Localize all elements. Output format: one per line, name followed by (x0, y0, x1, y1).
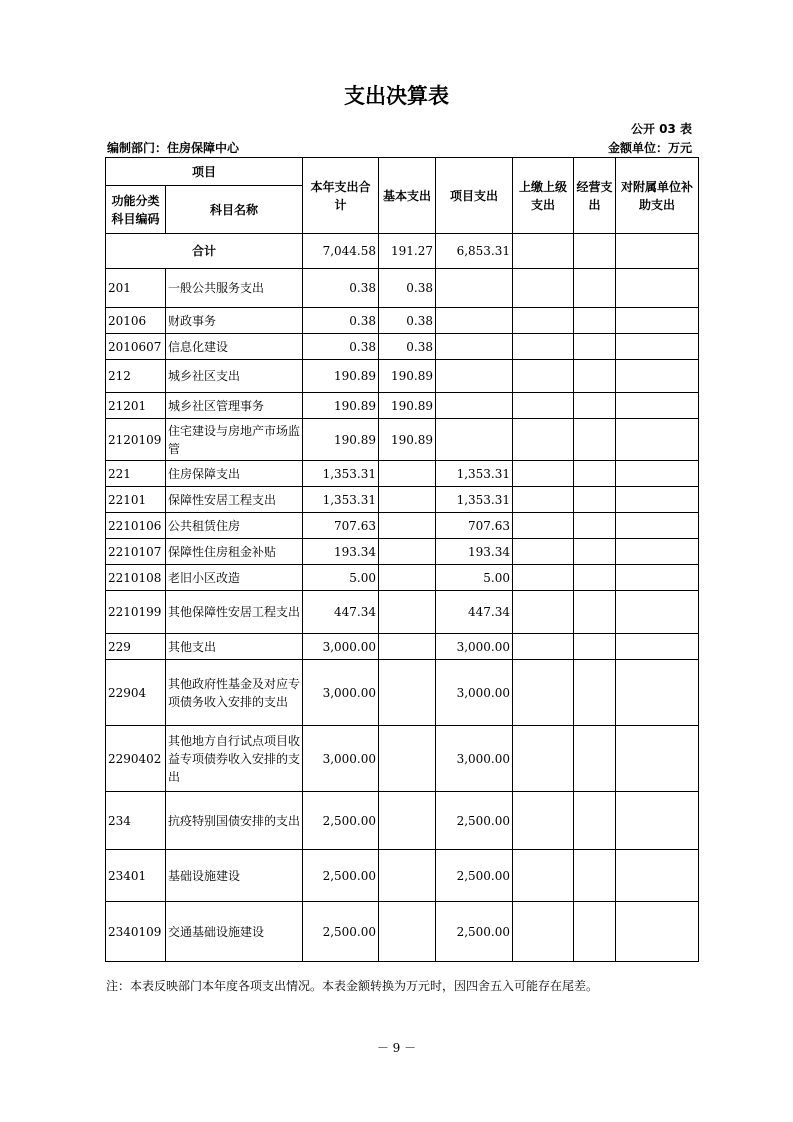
table-row (106, 660, 699, 726)
row-total-cell: 3,000.00 (303, 660, 379, 726)
row-total-cell: 2,500.00 (303, 902, 379, 962)
header-upper: 上缴上级支出 (513, 158, 574, 234)
row-project-cell (436, 269, 513, 308)
row-business-cell (574, 850, 616, 902)
row-business-cell (574, 539, 616, 565)
row-subsidy-cell (616, 591, 699, 634)
row-code-cell: 2210108 (106, 565, 166, 591)
row-total-cell: 3,000.00 (303, 634, 379, 660)
row-business-cell (574, 334, 616, 360)
row-code-cell: 2210107 (106, 539, 166, 565)
row-business-cell (574, 660, 616, 726)
row-code-cell: 21201 (106, 393, 166, 419)
row-business-cell (574, 393, 616, 419)
row-basic-cell: 0.38 (379, 308, 436, 334)
row-upper-cell (513, 565, 574, 591)
row-upper-cell (513, 726, 574, 792)
row-project-cell: 5.00 (436, 565, 513, 591)
header-name: 科目名称 (166, 186, 303, 234)
row-total-cell: 1,353.31 (303, 487, 379, 513)
row-subsidy-cell (616, 419, 699, 461)
table-row (106, 792, 699, 850)
header-code: 功能分类科目编码 (106, 186, 166, 234)
row-project-cell: 3,000.00 (436, 634, 513, 660)
row-upper-cell (513, 334, 574, 360)
row-business-cell (574, 591, 616, 634)
row-code-cell: 20106 (106, 308, 166, 334)
row-name-cell: 信息化建设 (166, 334, 303, 360)
table-body (106, 234, 699, 962)
department-label: 编制部门：住房保障中心 (107, 141, 240, 155)
row-name-cell: 一般公共服务支出 (166, 269, 303, 308)
row-name-cell: 保障性安居工程支出 (166, 487, 303, 513)
row-code-cell: 2340109 (106, 902, 166, 962)
table-row (106, 726, 699, 792)
row-subsidy-cell (616, 539, 699, 565)
row-business-cell (574, 360, 616, 393)
table-row (106, 393, 699, 419)
row-name-cell: 公共租赁住房 (166, 513, 303, 539)
table-row (106, 539, 699, 565)
total-subsidy (616, 234, 699, 269)
row-name-cell: 其他政府性基金及对应专项债务收入安排的支出 (166, 660, 303, 726)
row-total-cell: 0.38 (303, 308, 379, 334)
row-project-cell (436, 308, 513, 334)
table-row (106, 850, 699, 902)
row-project-cell: 1,353.31 (436, 487, 513, 513)
row-subsidy-cell (616, 269, 699, 308)
row-project-cell (436, 360, 513, 393)
row-business-cell (574, 565, 616, 591)
row-project-cell: 447.34 (436, 591, 513, 634)
row-business-cell (574, 792, 616, 850)
table-row (106, 513, 699, 539)
row-code-cell: 2210106 (106, 513, 166, 539)
row-code-cell: 2210199 (106, 591, 166, 634)
row-code-cell: 201 (106, 269, 166, 308)
row-basic-cell (379, 539, 436, 565)
row-project-cell: 2,500.00 (436, 902, 513, 962)
row-basic-cell (379, 634, 436, 660)
row-name-cell: 财政事务 (166, 308, 303, 334)
row-code-cell: 221 (106, 461, 166, 487)
row-code-cell: 2290402 (106, 726, 166, 792)
row-basic-cell (379, 565, 436, 591)
row-upper-cell (513, 269, 574, 308)
row-basic-cell (379, 591, 436, 634)
row-name-cell: 住房保障支出 (166, 461, 303, 487)
row-business-cell (574, 487, 616, 513)
row-subsidy-cell (616, 461, 699, 487)
row-name-cell: 抗疫特别国债安排的支出 (166, 792, 303, 850)
header-item: 项目 (106, 158, 303, 186)
row-upper-cell (513, 634, 574, 660)
row-total-cell: 1,353.31 (303, 461, 379, 487)
row-total-cell: 190.89 (303, 393, 379, 419)
row-total-cell: 0.38 (303, 269, 379, 308)
row-upper-cell (513, 419, 574, 461)
row-code-cell: 234 (106, 792, 166, 850)
row-name-cell: 城乡社区支出 (166, 360, 303, 393)
table-row (106, 487, 699, 513)
row-total-cell: 0.38 (303, 334, 379, 360)
total-label: 合计 (106, 234, 303, 269)
row-name-cell: 住宅建设与房地产市场监管 (166, 419, 303, 461)
table-row (106, 591, 699, 634)
row-business-cell (574, 308, 616, 334)
row-total-cell: 2,500.00 (303, 850, 379, 902)
row-project-cell (436, 334, 513, 360)
row-name-cell: 其他保障性安居工程支出 (166, 591, 303, 634)
row-upper-cell (513, 360, 574, 393)
row-business-cell (574, 461, 616, 487)
form-number: 公开 03 表 (630, 122, 692, 136)
total-project: 6,853.31 (436, 234, 513, 269)
row-name-cell: 保障性住房租金补贴 (166, 539, 303, 565)
row-business-cell (574, 513, 616, 539)
row-basic-cell (379, 726, 436, 792)
page-number: － 9 － (376, 1041, 417, 1055)
row-code-cell: 2120109 (106, 419, 166, 461)
row-subsidy-cell (616, 487, 699, 513)
row-project-cell: 193.34 (436, 539, 513, 565)
row-total-cell: 193.34 (303, 539, 379, 565)
row-subsidy-cell (616, 726, 699, 792)
table-row (106, 308, 699, 334)
unit-label: 金额单位：万元 (607, 141, 692, 155)
header-business: 经营支出 (574, 158, 616, 234)
page-title: 支出决算表 (344, 84, 449, 108)
row-upper-cell (513, 393, 574, 419)
row-subsidy-cell (616, 334, 699, 360)
header-project: 项目支出 (436, 158, 513, 234)
row-upper-cell (513, 792, 574, 850)
table-row (106, 419, 699, 461)
row-business-cell (574, 269, 616, 308)
table-row (106, 565, 699, 591)
row-business-cell (574, 634, 616, 660)
row-project-cell: 707.63 (436, 513, 513, 539)
row-subsidy-cell (616, 308, 699, 334)
row-project-cell (436, 393, 513, 419)
row-code-cell: 22904 (106, 660, 166, 726)
row-total-cell: 447.34 (303, 591, 379, 634)
row-code-cell: 2010607 (106, 334, 166, 360)
row-code-cell: 22101 (106, 487, 166, 513)
header-subsidy: 对附属单位补助支出 (616, 158, 699, 234)
row-subsidy-cell (616, 850, 699, 902)
table-row (106, 634, 699, 660)
row-total-cell: 707.63 (303, 513, 379, 539)
row-basic-cell (379, 850, 436, 902)
row-project-cell: 3,000.00 (436, 660, 513, 726)
row-subsidy-cell (616, 565, 699, 591)
row-total-cell: 190.89 (303, 360, 379, 393)
table-row (106, 360, 699, 393)
table-row (106, 334, 699, 360)
row-business-cell (574, 419, 616, 461)
row-subsidy-cell (616, 513, 699, 539)
row-basic-cell: 190.89 (379, 360, 436, 393)
row-upper-cell (513, 902, 574, 962)
row-subsidy-cell (616, 393, 699, 419)
row-subsidy-cell (616, 792, 699, 850)
row-code-cell: 23401 (106, 850, 166, 902)
row-name-cell: 其他支出 (166, 634, 303, 660)
row-name-cell: 交通基础设施建设 (166, 902, 303, 962)
row-basic-cell (379, 487, 436, 513)
row-total-cell: 5.00 (303, 565, 379, 591)
row-upper-cell (513, 487, 574, 513)
row-name-cell: 其他地方自行试点项目收益专项债券收入安排的支出 (166, 726, 303, 792)
header-total: 本年支出合计 (303, 158, 379, 234)
row-basic-cell (379, 792, 436, 850)
row-basic-cell (379, 902, 436, 962)
row-name-cell: 城乡社区管理事务 (166, 393, 303, 419)
total-amount: 7,044.58 (303, 234, 379, 269)
total-business (574, 234, 616, 269)
row-subsidy-cell (616, 634, 699, 660)
row-project-cell: 2,500.00 (436, 792, 513, 850)
row-basic-cell: 0.38 (379, 334, 436, 360)
row-basic-cell (379, 461, 436, 487)
row-upper-cell (513, 539, 574, 565)
row-code-cell: 212 (106, 360, 166, 393)
row-project-cell: 3,000.00 (436, 726, 513, 792)
row-subsidy-cell (616, 660, 699, 726)
table-row (106, 461, 699, 487)
row-upper-cell (513, 513, 574, 539)
row-code-cell: 229 (106, 634, 166, 660)
total-basic: 191.27 (379, 234, 436, 269)
row-upper-cell (513, 591, 574, 634)
row-basic-cell (379, 513, 436, 539)
row-name-cell: 老旧小区改造 (166, 565, 303, 591)
row-basic-cell: 190.89 (379, 419, 436, 461)
row-project-cell (436, 419, 513, 461)
row-subsidy-cell (616, 902, 699, 962)
row-total-cell: 3,000.00 (303, 726, 379, 792)
row-upper-cell (513, 308, 574, 334)
total-row (106, 234, 699, 269)
total-upper (513, 234, 574, 269)
row-basic-cell: 190.89 (379, 393, 436, 419)
row-upper-cell (513, 461, 574, 487)
row-upper-cell (513, 660, 574, 726)
row-basic-cell (379, 660, 436, 726)
table-row (106, 902, 699, 962)
row-total-cell: 190.89 (303, 419, 379, 461)
row-business-cell (574, 902, 616, 962)
row-business-cell (574, 726, 616, 792)
expenditure-table (105, 157, 699, 962)
row-basic-cell: 0.38 (379, 269, 436, 308)
row-total-cell: 2,500.00 (303, 792, 379, 850)
row-project-cell: 1,353.31 (436, 461, 513, 487)
row-name-cell: 基础设施建设 (166, 850, 303, 902)
row-subsidy-cell (616, 360, 699, 393)
footnote: 注：本表反映部门本年度各项支出情况。本表金额转换为万元时，因四舍五入可能存在尾差。 (106, 979, 599, 993)
row-upper-cell (513, 850, 574, 902)
table-row (106, 269, 699, 308)
row-project-cell: 2,500.00 (436, 850, 513, 902)
header-basic: 基本支出 (379, 158, 436, 234)
